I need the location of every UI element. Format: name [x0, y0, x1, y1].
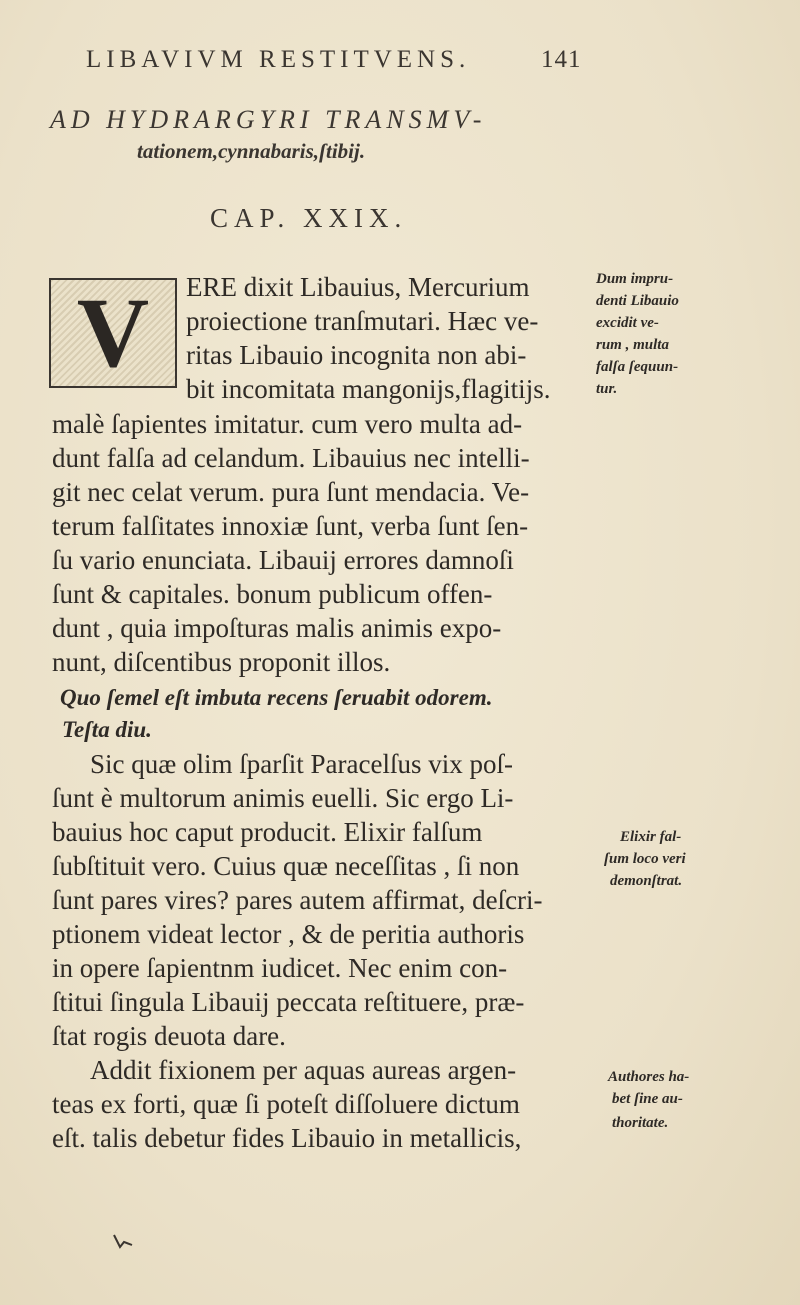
- marginal-note-line: thoritate.: [612, 1115, 669, 1131]
- marginal-note-line: excidit ve-: [596, 315, 659, 331]
- body-line: ritas Libauio incognita non abi-: [186, 340, 527, 370]
- body-line: proiectione tranſmutari. Hæc ve-: [186, 306, 539, 336]
- body-line: dunt falſa ad celandum. Libauius nec intelli-: [52, 443, 530, 473]
- running-head: [86, 46, 606, 74]
- body-line: ſunt è multorum animis euelli. Sic ergo Li-: [52, 783, 514, 813]
- verse-line: Quo ſemel eſt imbuta recens ſeruabit odorem.: [60, 685, 493, 710]
- body-line: ſunt pares vires? pares autem affirmat, deſcri-: [52, 885, 543, 915]
- marginal-note-line: tur.: [596, 381, 618, 397]
- body-line: ſtat rogis deuota dare.: [52, 1021, 286, 1051]
- running-head-title: LIBAVIVM RESTITVENS.: [86, 46, 471, 73]
- body-line: bauius hoc caput producit. Elixir falſum: [52, 817, 483, 847]
- marginal-note-line: falſa ſequun-: [596, 359, 679, 375]
- marginal-note-line: Elixir fal-: [620, 829, 682, 845]
- decorated-initial: V: [49, 278, 177, 388]
- body-line: Sic quæ olim ſparſit Paracelſus vix poſ-: [90, 749, 513, 779]
- body-line: bit incomitata mangonijs,flagitijs.: [186, 374, 551, 404]
- marginal-note-line: bet ſine au-: [612, 1091, 683, 1107]
- body-line: in opere ſapientnm iudicet. Nec enim con-: [52, 953, 508, 983]
- marginal-note-line: Authores ha-: [608, 1069, 690, 1085]
- verse-line: Teſta diu.: [62, 717, 152, 742]
- body-line: git nec celat verum. pura ſunt mendacia. Ve-: [52, 477, 530, 507]
- ink-smudge: [112, 1233, 152, 1249]
- marginal-note-line: demonſtrat.: [610, 873, 683, 889]
- marginal-note-line: rum , multa: [596, 337, 669, 353]
- body-line: ſubſtituit vero. Cuius quæ neceſſitas , ſi non: [52, 851, 520, 881]
- body-line: terum falſitates innoxiæ ſunt, verba ſunt ſen-: [52, 511, 529, 541]
- page-number: 141: [541, 46, 582, 73]
- body-line: teas ex forti, quæ ſi poteſt diſſoluere dictum: [52, 1089, 520, 1119]
- body-line: ſtitui ſingula Libauij peccata reſtituere, præ-: [52, 987, 525, 1017]
- body-line: eſt. talis debetur fides Libauio in metallicis,: [52, 1123, 522, 1153]
- chapter-title: AD HYDRARGYRI TRANSMV-: [50, 105, 487, 134]
- marginal-note-line: Dum impru-: [596, 271, 674, 287]
- body-line: ptionem videat lector , & de peritia authoris: [52, 919, 525, 949]
- body-line: nunt, diſcentibus proponit illos.: [52, 647, 391, 677]
- body-line: ERE dixit Libauius, Mercurium: [186, 272, 530, 302]
- body-line: ſunt & capitales. bonum publicum offen-: [52, 579, 493, 609]
- body-line: dunt , quia impoſturas malis animis expo-: [52, 613, 502, 643]
- body-line: malè ſapientes imitatur. cum vero multa ad-: [52, 409, 523, 439]
- chapter-number: CAP. XXIX.: [210, 203, 408, 233]
- marginal-note-line: denti Libauio: [596, 293, 679, 309]
- marginal-note-line: ſum loco veri: [604, 851, 686, 867]
- body-line: ſu vario enunciata. Libauij errores damnoſi: [52, 545, 514, 575]
- body-line: Addit fixionem per aquas aureas argen-: [90, 1055, 517, 1085]
- chapter-subtitle: tationem,cynnabaris,ſtibij.: [137, 139, 366, 163]
